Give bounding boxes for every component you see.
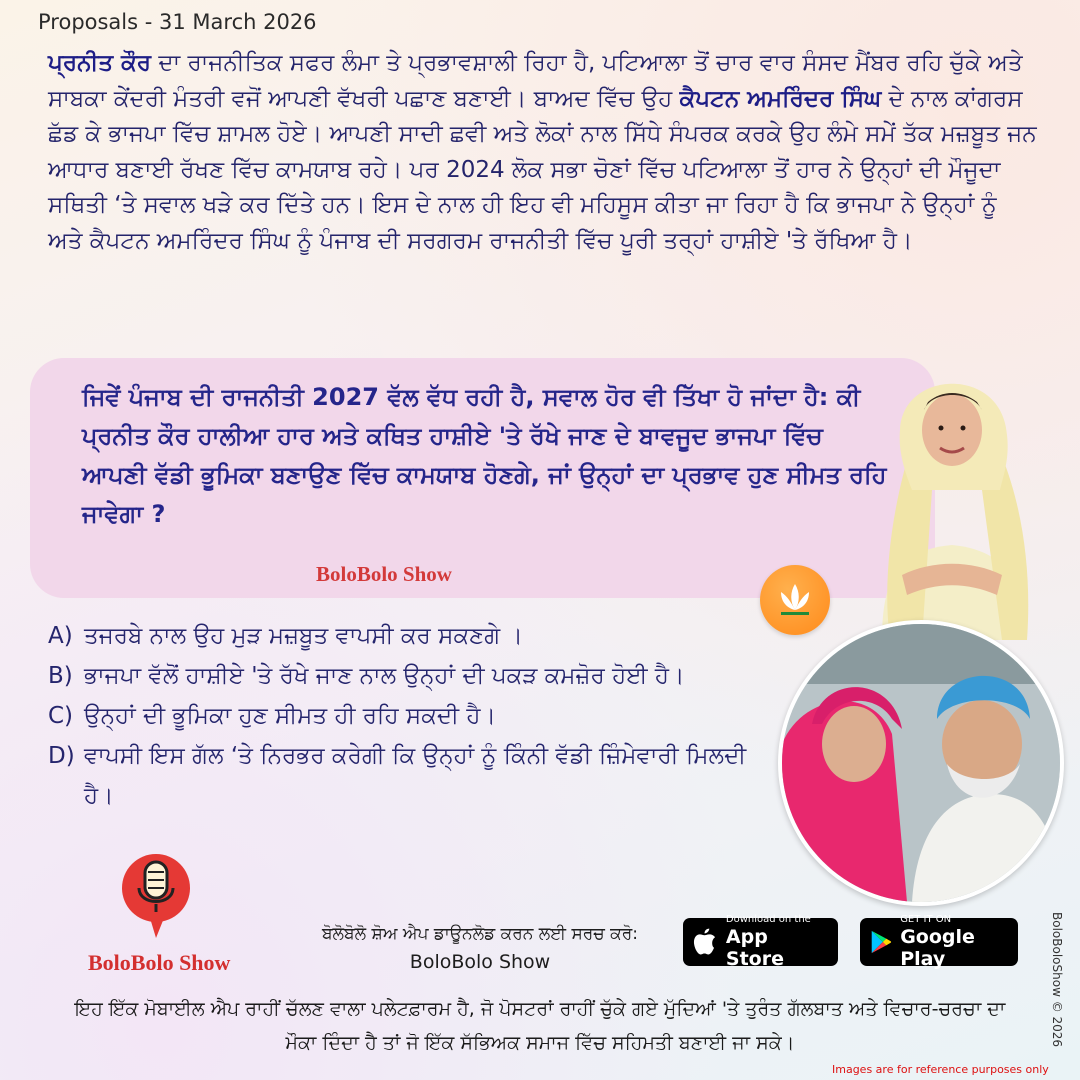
portrait-photo [852, 350, 1052, 640]
disclaimer-text: Images are for reference purposes only [832, 1063, 1049, 1076]
lotus-icon [773, 580, 817, 620]
intro-text-2: ਦੇ ਨਾਲ ਕਾਂਗਰਸ ਛੱਡ ਕੇ ਭਾਜਪਾ ਵਿੱਚ ਸ਼ਾਮਲ ਹੋਏ। ਆਪਣੀ ਸਾਦੀ ਛਵੀ ਅਤੇ ਲੋਕਾਂ ਨਾਲ ਸਿੱਧੇ ਸੰਪਰਕ ਕਰਕੇ ਉਹ ਲੰਮੇ ਸਮੇਂ ਤੱਕ ਮਜ਼ਬੂਤ ਜਨ ਆਧਾਰ ਬਣਾਈ ਰੱਖਣ ਵਿੱਚ ਕਾਮਯਾਬ ਰਹੇ। ਪਰ 2024 ਲੋਕ ਸਭਾ ਚੋਣਾਂ ਵਿੱਚ ਪਟਿਆਲਾ ਤੋਂ ਹਾਰ ਨੇ ਉਨ੍ਹਾਂ ਦੀ ਮੌਜੂਦਾ ਸਥਿਤੀ ‘ਤੇ ਸਵਾਲ ਖੜੇ ਕਰ ਦਿੱਤੇ ਹਨ। ਇਸ ਦੇ ਨਾਲ ਹੀ ਇਹ ਵੀ ਮਹਿਸੂਸ ਕੀਤਾ ਜਾ ਰਿਹਾ ਹੈ ਕਿ ਭਾਜਪਾ ਨੇ ਉਨ੍ਹਾਂ ਨੂੰ ਅਤੇ ਕੈਪਟਨ ਅਮਰਿੰਦਰ ਸਿੰਘ ਨੂੰ ਪੰਜਾਬ ਦੀ ਸਰਗਰਮ ਰਾਜਨੀਤੀ ਵਿੱਚ ਪੂਰੀ ਤਰ੍ਹਾਂ ਹਾਸ਼ੀਏ 'ਤੇ ਰੱਖਿਆ ਹੈ। [48, 85, 1037, 254]
option-a[interactable] [48, 616, 778, 656]
header-date: Proposals - 31 March 2026 [38, 10, 317, 34]
download-prompt-text: ਬੋਲੋਬੋਲੋ ਸ਼ੋਅ ਐਪ ਡਾਊਨਲੋਡ ਕਰਨ ਲਈ ਸਰਚ ਕਰੋ: [321, 924, 639, 944]
microphone-icon [120, 848, 192, 948]
question-brand: BoloBolo Show [316, 562, 452, 586]
footer-description: ਇਹ ਇੱਕ ਮੋਬਾਈਲ ਐਪ ਰਾਹੀਂ ਚੱਲਣ ਵਾਲਾ ਪਲੇਟਫ਼ਾਰਮ ਹੈ, ਜੋ ਪੋਸਟਰਾਂ ਰਾਹੀਂ ਚੁੱਕੇ ਗਏ ਮੁੱਦਿਆਂ 'ਤੇ ਤੁਰੰਤ ਗੱਲਬਾਤ ਅਤੇ ਵਿਚਾਰ-ਚਰਚਾ ਦਾ ਮੌਕਾ ਦਿੰਦਾ ਹੈ ਤਾਂ ਜੋ ਇੱਕ ਸੱਭਿਅਕ ਸਮਾਜ ਵਿੱਚ ਸਹਿਮਤੀ ਬਣਾਈ ਜਾ ਸਕੇ। [74, 998, 1006, 1054]
answer-options [48, 616, 778, 816]
brand-logo-text: BoloBolo Show [88, 950, 231, 975]
google-play-button[interactable] [860, 914, 1018, 970]
couple-photo [778, 620, 1064, 906]
google-play-small-label: GET IT ON [900, 914, 952, 925]
option-text: ਵਾਪਸੀ ਇਸ ਗੱਲ ‘ਤੇ ਨਿਰਭਰ ਕਰੇਗੀ ਕਿ ਉਨ੍ਹਾਂ ਨੂੰ ਕਿੰਨੀ ਵੱਡੀ ਜ਼ਿੰਮੇਵਾਰੀ ਮਿਲਦੀ ਹੈ। [84, 743, 747, 809]
option-d[interactable] [48, 736, 778, 816]
option-letter: A) [48, 623, 73, 649]
intro-name-2: ਕੈਪਟਨ ਅਮਰਿੰਦਰ ਸਿੰਘ [679, 85, 882, 112]
intro-paragraph [48, 46, 1038, 259]
option-c[interactable] [48, 696, 778, 736]
option-letter: C) [48, 703, 74, 729]
option-letter: B) [48, 663, 73, 689]
option-text: ਉਨ੍ਹਾਂ ਦੀ ਭੂਮਿਕਾ ਹੁਣ ਸੀਮਤ ਹੀ ਰਹਿ ਸਕਦੀ ਹੈ। [84, 703, 496, 729]
intro-text-1: ਦਾ ਰਾਜਨੀਤਿਕ ਸਫਰ ਲੰਮਾ ਤੇ ਪ੍ਰਭਾਵਸ਼ਾਲੀ ਰਿਹਾ ਹੈ, ਪਟਿਆਲਾ ਤੋਂ ਚਾਰ ਵਾਰ ਸੰਸਦ ਮੈਂਬਰ ਰਹਿ ਚੁੱਕੇ ਅਤੇ ਸਾਬਕਾ ਕੇਂਦਰੀ ਮੰਤਰੀ ਵਜੋਂ ਆਪਣੀ ਵੱਖਰੀ ਪਛਾਣ ਬਣਾਈ। ਬਾਅਦ ਵਿੱਚ ਉਹ [48, 50, 1023, 112]
option-letter: D) [48, 743, 75, 769]
option-text: ਤਜਰਬੇ ਨਾਲ ਉਹ ਮੁੜ ਮਜ਼ਬੂਤ ਵਾਪਸੀ ਕਰ ਸਕਣਗੇ । [84, 623, 523, 649]
option-text: ਭਾਜਪਾ ਵੱਲੋਂ ਹਾਸ਼ੀਏ 'ਤੇ ਰੱਖੇ ਜਾਣ ਨਾਲ ਉਨ੍ਹਾਂ ਦੀ ਪਕੜ ਕਮਜ਼ੋਰ ਹੋਈ ਹੈ। [84, 663, 685, 689]
option-b[interactable] [48, 656, 778, 696]
app-store-small-label: Download on the [725, 914, 811, 925]
app-store-label: App Store [725, 926, 784, 970]
copyright-text: BoloBoloShow © 2026 [1050, 912, 1064, 1048]
google-play-label: Google Play [900, 926, 975, 970]
app-store-button[interactable] [683, 914, 838, 970]
google-play-icon [870, 928, 892, 956]
download-prompt [300, 920, 660, 976]
app-name: BoloBolo Show [409, 951, 551, 973]
question-text: ਜਿਵੇਂ ਪੰਜਾਬ ਦੀ ਰਾਜਨੀਤੀ 2027 ਵੱਲ ਵੱਧ ਰਹੀ ਹੈ, ਸਵਾਲ ਹੋਰ ਵੀ ਤਿੱਖਾ ਹੋ ਜਾਂਦਾ ਹੈ: ਕੀ ਪ੍ਰਨੀਤ ਕੌਰ ਹਾਲੀਆ ਹਾਰ ਅਤੇ ਕਥਿਤ ਹਾਸ਼ੀਏ 'ਤੇ ਰੱਖੇ ਜਾਣ ਦੇ ਬਾਵਜੂਦ ਭਾਜਪਾ ਵਿੱਚ ਆਪਣੀ ਵੱਡੀ ਭੂਮਿਕਾ ਬਣਾਉਣ ਵਿੱਚ ਕਾਮਯਾਬ ਹੋਣਗੇ, ਜਾਂ ਉਨ੍ਹਾਂ ਦਾ ਪ੍ਰਭਾਵ ਹੁਣ ਸੀਮਤ ਰਹਿ ਜਾਵੇਗਾ ? [82, 383, 887, 528]
intro-name-1: ਪ੍ਰਨੀਤ ਕੌਰ [48, 50, 152, 76]
apple-icon [693, 927, 718, 957]
